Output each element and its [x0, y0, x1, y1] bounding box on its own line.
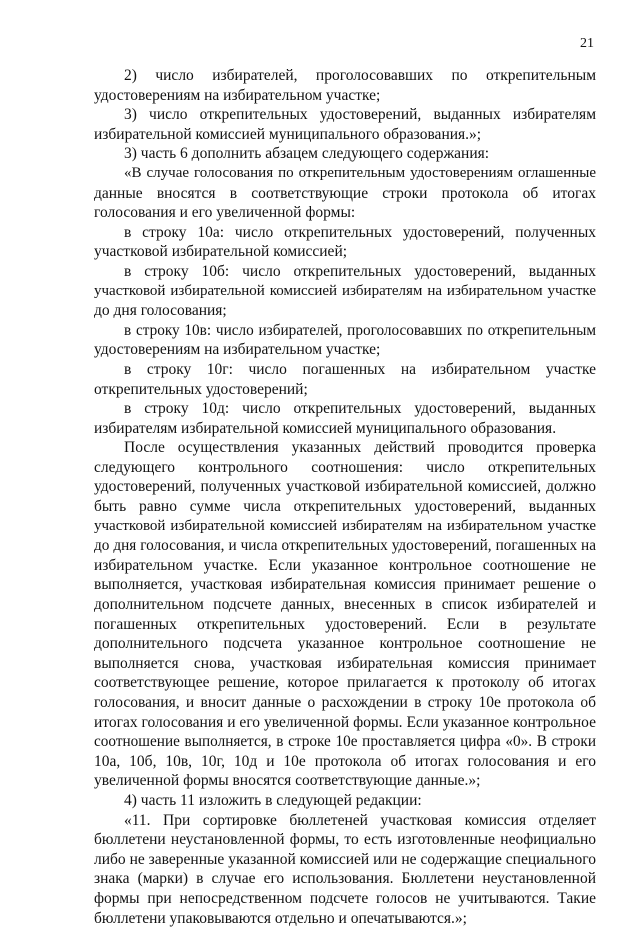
- text-line: погашенных открепительных удостоверений. Если в результате: [94, 615, 596, 633]
- text-line: знака (марки) в случае его использования. Бюллетени неустановленной: [94, 870, 596, 888]
- text-line: бюллетени неустановленной формы, то есть изготовленные неофициально: [94, 831, 596, 849]
- text-line: избирателям избирательной комиссией муниципального образования.: [94, 419, 557, 437]
- text-line: участковой избирательной комиссией;: [94, 243, 348, 261]
- text-line: удостоверениям на избирательном участке;: [94, 86, 381, 104]
- text-line: «В случае голосования по открепительным удостоверениям оглашенные: [124, 164, 596, 181]
- text-line: 3) часть 6 дополнить абзацем следующего содержания:: [124, 145, 490, 163]
- text-line: 10а, 10б, 10в, 10г, 10д и 10е протокола об итогах голосования и его: [94, 752, 596, 770]
- text-line: итогах голосования и его увеличенной формы. Если указанное контрольное: [94, 713, 596, 731]
- page-number: 21: [580, 36, 594, 51]
- text-line: выполняется, участковая избирательная комиссия принимает решение о: [94, 576, 596, 594]
- text-line: После осуществления указанных действий проводится проверка: [124, 439, 596, 457]
- text-line: удостоверений, полученных участковой избирательной комиссией, должно: [94, 478, 596, 496]
- text-line: выполняется снова, участковая избирательная комиссия принимает: [94, 654, 596, 672]
- text-line: избирательном участке. Если указанное контрольное соотношение не: [94, 556, 596, 574]
- text-line: участковой избирательной комиссией избирателям на избирательном участке: [94, 517, 596, 534]
- text-line: 4) часть 11 изложить в следующей редакции:: [124, 791, 422, 809]
- text-line: участковой избирательной комиссией избирателям на избирательном участке: [94, 282, 596, 299]
- text-line: 3) число открепительных удостоверений, выданных избирателям: [124, 106, 596, 124]
- text-line: в строку 10д: число открепительных удостоверений, выданных: [124, 400, 596, 418]
- text-line: дополнительном подсчете данных, внесенных в список избирателей и: [94, 596, 596, 614]
- text-line: 2) число избирателей, проголосовавших по открепительным: [124, 67, 596, 84]
- text-line: следующего контрольного соотношения: число открепительных: [94, 458, 596, 476]
- text-line: голосования и его увеличенной формы:: [94, 204, 356, 222]
- text-line: голосования, и вносит данные о расхождении в строку 10е протокола об: [94, 694, 596, 711]
- text-line: в строку 10в: число избирателей, проголосовавших по открепительным: [124, 321, 596, 339]
- text-line: бюллетени упаковываются отдельно и опечатываются.»;: [94, 909, 467, 927]
- text-line: дополнительного подсчета указанное контрольное соотношение не: [94, 635, 596, 653]
- text-line: «11. При сортировке бюллетеней участковая комиссия отделяет: [124, 811, 596, 829]
- text-line: соотношение выполняется, в строке 10е проставляется цифра «0». В строки: [94, 733, 596, 751]
- text-line: открепительных удостоверений;: [94, 380, 308, 398]
- text-line: удостоверениям на избирательном участке;: [94, 341, 381, 359]
- text-line: избирательной комиссией муниципального образования.»;: [94, 125, 482, 143]
- text-line: соответствующее решение, которое прилагается к протоколу об итогах: [94, 674, 596, 692]
- text-line: до дня голосования;: [94, 302, 227, 320]
- text-line: быть равно сумме числа открепительных удостоверений, выданных: [94, 498, 596, 516]
- document-body: [94, 66, 596, 928]
- text-line: формы при непосредственном подсчете голосов не учитываются. Такие: [94, 889, 596, 907]
- text-line: либо не заверенные указанной комиссией или не содержащие специального: [94, 850, 596, 868]
- text-line: данные вносятся в соответствующие строки протокола об итогах: [94, 184, 596, 202]
- text-line: в строку 10а: число открепительных удостоверений, полученных: [124, 223, 596, 241]
- text-line: увеличенной формы вносятся соответствующие данные.»;: [94, 772, 481, 790]
- text-line: в строку 10г: число погашенных на избирательном участке: [124, 360, 596, 378]
- text-line: до дня голосования, и числа открепительных удостоверений, погашенных на: [94, 537, 596, 555]
- text-line: в строку 10б: число открепительных удостоверений, выданных: [124, 262, 596, 280]
